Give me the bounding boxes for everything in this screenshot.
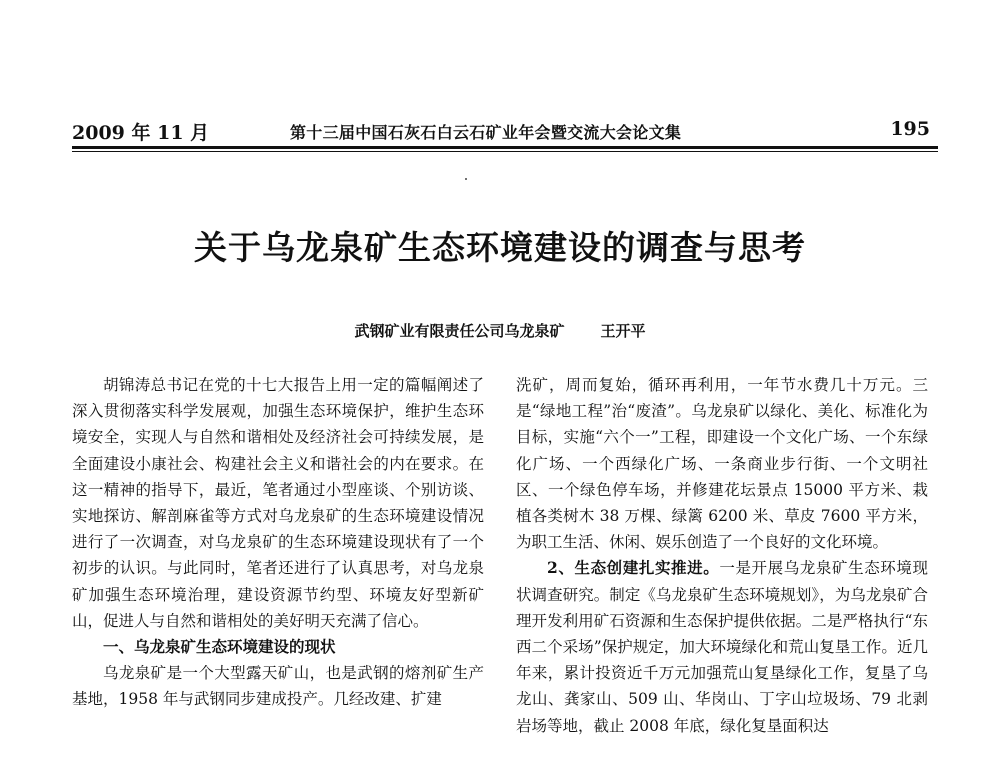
byline bbox=[0, 320, 1000, 341]
left-column bbox=[72, 372, 484, 713]
continued-paragraph: 洗矿，周而复始，循环再利用，一年节水费几十万元。三是“绿地工程”治“废渣”。乌龙泉矿以绿化、美化、标准化为目标，实施“六个一”工程，即建设一个文化广场、一个东绿化广场、一个西绿化广场、一条商业步行街、一个文明社区、一个绿色停车场，并修建花坛景点 15000 平方米、栽植各类树木 38 万棵、绿篱 6200 米、草皮 7600 平方米，为职工生活、休闲、娱乐创造了一个良好的文化环境。 bbox=[516, 376, 928, 552]
author-affiliation: 武钢矿业有限责任公司乌龙泉矿 bbox=[354, 322, 565, 340]
journal-title: 第十三届中国石灰石白云石矿业年会暨交流大会论文集 bbox=[290, 123, 682, 142]
page-number: 195 bbox=[890, 118, 930, 140]
intro-paragraph: 胡锦涛总书记在党的十七大报告上用一定的篇幅阐述了深入贯彻落实科学发展观，加强生态环境保护，维护生态环境安全，实现人与自然和谐相处及经济社会可持续发展，是全面建设小康社会、构建社会主义和谐社会的内在要求。在这一精神的指导下，最近，笔者通过小型座谈、个别访谈、实地探访、解剖麻雀等方式对乌龙泉矿的生态环境建设情况进行了一次调查，对乌龙泉矿的生态环境建设现状有了一个初步的认识。与此同时，笔者还进行了认真思考，对乌龙泉矿加强生态环境治理，建设资源节约型、环境友好型新矿山，促进人与自然和谐相处的美好明天充满了信心。 bbox=[72, 376, 484, 630]
header-rule-thin bbox=[72, 151, 938, 152]
running-header bbox=[72, 112, 940, 148]
subsection-text: 一是开展乌龙泉矿生态环境现状调查研究。制定《乌龙泉矿生态环境规划》，为乌龙泉矿合理开发利用矿石资源和生态保护提供依据。二是严格执行“东西二个采场”保护规定，加大环境绿化和荒山复垦工作。近几年来，累计投资近千万元加强荒山复垦绿化工作，复垦了乌龙山、龚家山、509 山、华岗山、丁字山垃圾场、79 北剥岩场等地，截止 2008 年底，绿化复垦面积达 bbox=[516, 559, 928, 735]
right-column bbox=[516, 372, 928, 739]
header-rule-thick bbox=[72, 146, 938, 149]
author-name: 王开平 bbox=[600, 322, 646, 340]
subsection-lead: 2、生态创建扎实推进。 bbox=[547, 558, 720, 578]
ecology-paragraph bbox=[516, 555, 928, 738]
issue-date: 2009 年 11 月 bbox=[72, 122, 210, 144]
section-heading: 一、乌龙泉矿生态环境建设的现状 bbox=[103, 637, 336, 657]
scan-speck bbox=[465, 178, 467, 180]
article-title: 关于乌龙泉矿生态环境建设的调查与思考 bbox=[194, 228, 806, 267]
section-paragraph: 乌龙泉矿是一个大型露天矿山，也是武钢的熔剂矿生产基地，1958 年与武钢同步建成投产。几经改建、扩建 bbox=[72, 664, 484, 709]
